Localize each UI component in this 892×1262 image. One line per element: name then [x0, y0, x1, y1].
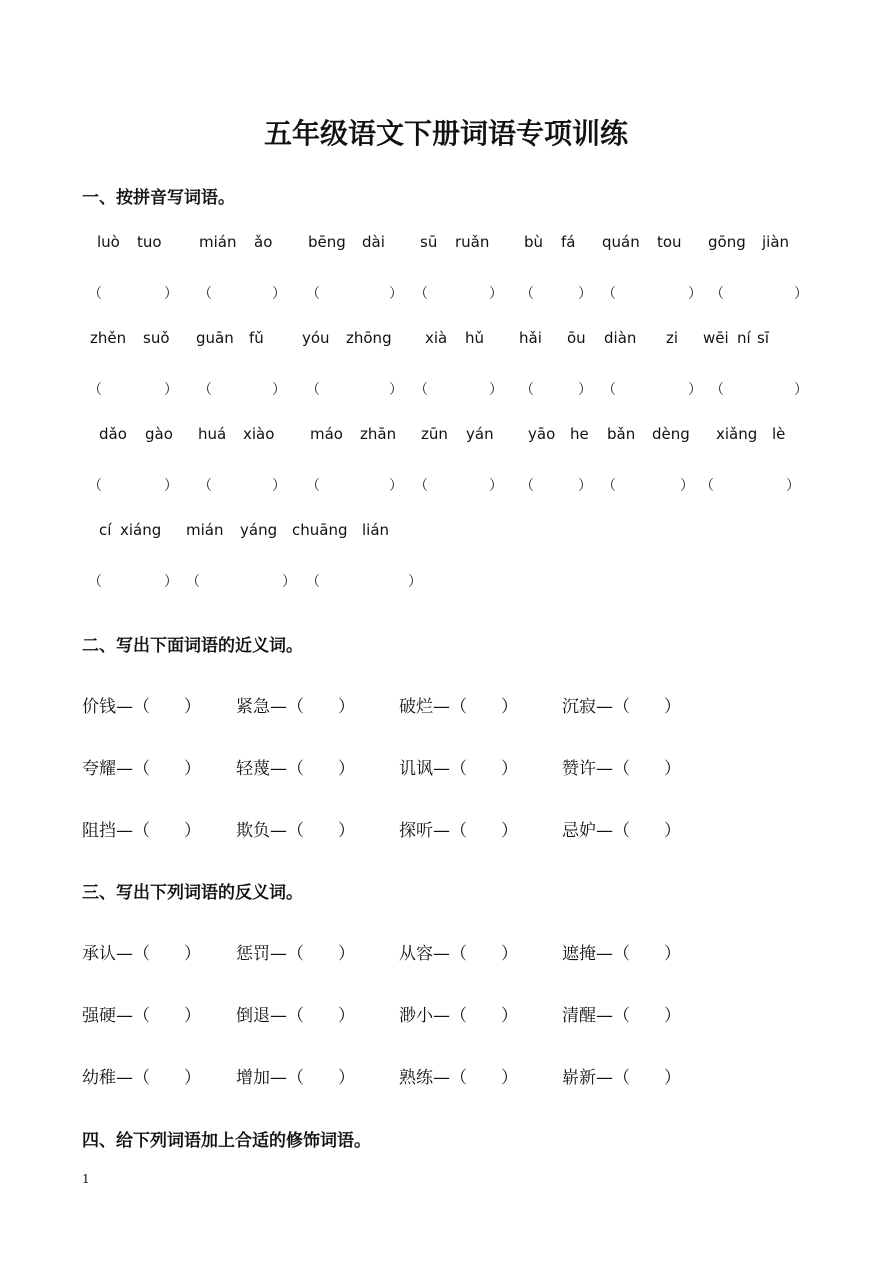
pinyin-syllable: diàn — [604, 329, 637, 347]
pinyin-syllable: zhān — [360, 425, 397, 443]
pinyin-syllable: sī — [757, 329, 769, 347]
word-item: 轻蔑—（ ） — [236, 759, 355, 779]
pinyin-syllable: xiào — [243, 425, 275, 443]
answer-paren-open: （ — [414, 478, 428, 494]
answer-paren-close: ） — [164, 574, 178, 590]
answer-paren-close: ） — [489, 286, 503, 302]
answer-paren-open: （ — [520, 286, 534, 302]
answer-paren-open: （ — [710, 286, 724, 302]
answer-paren-open: （ — [306, 478, 320, 494]
pinyin-syllable: fá — [561, 233, 576, 251]
answer-paren-close: ） — [389, 382, 403, 398]
word-item: 紧急—（ ） — [236, 697, 355, 717]
pinyin-syllable: chuāng — [292, 521, 348, 539]
answer-paren-close: ） — [164, 478, 178, 494]
pinyin-syllable: lián — [362, 521, 390, 539]
answer-paren-open: （ — [306, 382, 320, 398]
answer-paren-close: ） — [688, 382, 702, 398]
word-item: 熟练—（ ） — [399, 1068, 518, 1088]
answer-paren-open: （ — [198, 478, 212, 494]
pinyin-syllable: bǎn — [607, 425, 636, 443]
answer-paren-close: ） — [272, 478, 286, 494]
answer-paren-open: （ — [414, 382, 428, 398]
pinyin-syllable: mián — [186, 521, 224, 539]
pinyin-syllable: ǎo — [254, 233, 273, 251]
pinyin-syllable: lè — [772, 425, 786, 443]
pinyin-syllable: fǔ — [249, 329, 264, 347]
answer-paren-close: ） — [489, 478, 503, 494]
section-3-heading: 三、写出下列词语的反义词。 — [82, 883, 303, 903]
pinyin-syllable: tuo — [137, 233, 162, 251]
answer-paren-open: （ — [520, 382, 534, 398]
pinyin-syllable: gōng — [708, 233, 746, 251]
answer-paren-open: （ — [520, 478, 534, 494]
pinyin-syllable: bù — [524, 233, 544, 251]
word-item: 渺小—（ ） — [399, 1006, 518, 1026]
answer-paren-open: （ — [306, 574, 320, 590]
word-item: 探听—（ ） — [399, 821, 518, 841]
pinyin-syllable: yāo — [528, 425, 556, 443]
answer-paren-close: ） — [578, 382, 592, 398]
answer-paren-open: （ — [88, 574, 102, 590]
answer-paren-open: （ — [306, 286, 320, 302]
pinyin-syllable: ruǎn — [455, 233, 490, 251]
word-item: 讥讽—（ ） — [399, 759, 518, 779]
pinyin-syllable: ní — [737, 329, 751, 347]
word-item: 增加—（ ） — [236, 1068, 355, 1088]
word-item: 幼稚—（ ） — [82, 1068, 201, 1088]
pinyin-syllable: bēng — [308, 233, 346, 251]
section-2-heading: 二、写出下面词语的近义词。 — [82, 636, 303, 656]
answer-paren-close: ） — [578, 286, 592, 302]
word-item: 惩罚—（ ） — [236, 944, 355, 964]
answer-paren-open: （ — [88, 382, 102, 398]
word-item: 强硬—（ ） — [82, 1006, 201, 1026]
page-number: 1 — [82, 1172, 90, 1186]
pinyin-syllable: dǎo — [99, 425, 127, 443]
pinyin-syllable: ōu — [567, 329, 586, 347]
pinyin-syllable: zi — [666, 329, 679, 347]
word-item: 欺负—（ ） — [236, 821, 355, 841]
answer-paren-open: （ — [198, 382, 212, 398]
pinyin-syllable: suǒ — [143, 329, 170, 347]
word-item: 遮掩—（ ） — [562, 944, 681, 964]
answer-paren-close: ） — [389, 286, 403, 302]
answer-paren-open: （ — [710, 382, 724, 398]
word-item: 沉寂—（ ） — [562, 697, 681, 717]
pinyin-syllable: zhěn — [90, 329, 127, 347]
answer-paren-open: （ — [88, 478, 102, 494]
answer-paren-open: （ — [186, 574, 200, 590]
answer-paren-open: （ — [602, 478, 616, 494]
pinyin-syllable: guān — [196, 329, 234, 347]
pinyin-syllable: zūn — [421, 425, 448, 443]
pinyin-syllable: quán — [602, 233, 640, 251]
word-item: 忌妒—（ ） — [562, 821, 681, 841]
word-item: 从容—（ ） — [399, 944, 518, 964]
pinyin-syllable: cí — [99, 521, 112, 539]
word-item: 破烂—（ ） — [399, 697, 518, 717]
pinyin-syllable: hǔ — [465, 329, 485, 347]
answer-paren-close: ） — [489, 382, 503, 398]
pinyin-syllable: máo — [310, 425, 343, 443]
pinyin-syllable: wēi — [703, 329, 729, 347]
pinyin-syllable: he — [570, 425, 589, 443]
pinyin-syllable: xià — [425, 329, 448, 347]
pinyin-syllable: jiàn — [762, 233, 790, 251]
answer-paren-open: （ — [414, 286, 428, 302]
answer-paren-close: ） — [688, 286, 702, 302]
word-item: 赞许—（ ） — [562, 759, 681, 779]
word-item: 价钱—（ ） — [82, 697, 201, 717]
pinyin-syllable: luò — [97, 233, 120, 251]
pinyin-syllable: yán — [466, 425, 494, 443]
section-4-heading: 四、给下列词语加上合适的修饰词语。 — [82, 1131, 371, 1151]
pinyin-syllable: yóu — [302, 329, 330, 347]
page-title: 五年级语文下册词语专项训练 — [263, 117, 628, 150]
answer-paren-open: （ — [602, 382, 616, 398]
answer-paren-close: ） — [282, 574, 296, 590]
word-item: 清醒—（ ） — [562, 1006, 681, 1026]
pinyin-syllable: zhōng — [346, 329, 392, 347]
pinyin-syllable: dèng — [652, 425, 690, 443]
answer-paren-open: （ — [602, 286, 616, 302]
pinyin-syllable: huá — [198, 425, 227, 443]
pinyin-syllable: gào — [145, 425, 173, 443]
pinyin-syllable: dài — [362, 233, 385, 251]
word-item: 承认—（ ） — [82, 944, 201, 964]
pinyin-syllable: mián — [199, 233, 237, 251]
answer-paren-close: ） — [164, 286, 178, 302]
word-item: 倒退—（ ） — [236, 1006, 355, 1026]
section-1-heading: 一、按拼音写词语。 — [82, 188, 235, 208]
pinyin-syllable: tou — [657, 233, 682, 251]
answer-paren-open: （ — [700, 478, 714, 494]
pinyin-syllable: xiǎng — [716, 425, 758, 443]
answer-paren-close: ） — [786, 478, 800, 494]
answer-paren-close: ） — [164, 382, 178, 398]
word-item: 崭新—（ ） — [562, 1068, 681, 1088]
pinyin-syllable: yáng — [240, 521, 278, 539]
answer-paren-close: ） — [408, 574, 422, 590]
answer-paren-close: ） — [794, 286, 808, 302]
answer-paren-close: ） — [680, 478, 694, 494]
answer-paren-close: ） — [578, 478, 592, 494]
answer-paren-open: （ — [198, 286, 212, 302]
answer-paren-close: ） — [272, 382, 286, 398]
answer-paren-open: （ — [88, 286, 102, 302]
answer-paren-close: ） — [389, 478, 403, 494]
pinyin-syllable: xiáng — [120, 521, 162, 539]
answer-paren-close: ） — [272, 286, 286, 302]
word-item: 夸耀—（ ） — [82, 759, 201, 779]
pinyin-syllable: hǎi — [519, 329, 542, 347]
pinyin-syllable: sū — [420, 233, 438, 251]
word-item: 阻挡—（ ） — [82, 821, 201, 841]
answer-paren-close: ） — [794, 382, 808, 398]
